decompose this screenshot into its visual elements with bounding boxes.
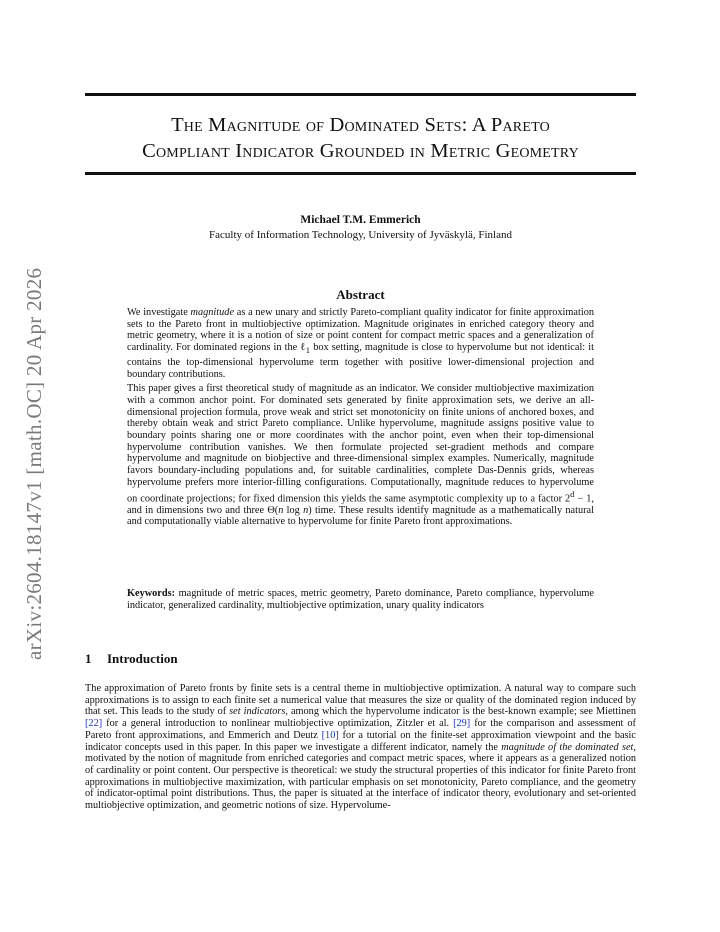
section-heading-introduction xyxy=(85,651,178,667)
author-name: Michael T.M. Emmerich xyxy=(300,214,421,226)
abstract-p2-math-n: n xyxy=(278,504,284,516)
arxiv-identifier-stamp xyxy=(22,240,52,660)
intro-text-5: for the comparison and assessment of Pareto front approximations, and Emmerich and Deutz xyxy=(85,718,636,741)
intro-emphasis-set-indicators: set indicators xyxy=(229,706,286,718)
abstract-p2-math-n2: n xyxy=(303,504,309,516)
section-number: 1 xyxy=(85,651,92,666)
abstract-p2-superscript: d xyxy=(570,488,575,499)
introduction-body xyxy=(85,683,636,812)
abstract-p2-text-e: log xyxy=(283,504,304,516)
intro-text-1: The approximation of Pareto fronts by finite sets is a central theme in multiobjective optimization. A natural way to compare such approximations is to assign to each finite set a numerical value that measures the size or quality of the dominated region induced by that set. This leads to the study of xyxy=(85,683,636,718)
arxiv-identifier-text: arXiv:2604.18147v1 [math.OC] 20 Apr 2026 xyxy=(22,267,46,660)
abstract-p1-text-a: We investigate xyxy=(127,307,191,318)
keywords-text: magnitude of metric spaces, metric geometry, Pareto dominance, Pareto compliance, hypervolume indicator, generalized cardinality, multiobjective optimization, unary quality indicators xyxy=(127,588,594,611)
abstract-p2-text-a: This paper gives a first theoretical study of magnitude as an indicator. We consider multiobjective maximization with a common anchor point. For dominated sets generated by finite approximation sets, we derive an all-dimensional projection formula, prove weak and strict set monotonicity on finite unions of anchored boxes, and thereby obtain weak and strict Pareto compliance. Unlike hypervolume, magnitude assigns positive value to boundary points sharing one or more coordinates with the anchor point, even when their top-dimensional hypervolume contribution vanishes. We then formulate projected set-gradient methods and compare hypervolume and magnitude on biobjective and three-dimensional simplex examples. Numerically, magnitude favors boundary-including populations and, for suitable cardinalities, complete Das-Dennis grids, whereas hypervolume prefers more interior-filling configurations. Computationally, magnitude reduces to hypervolume on coordinate projections; for fixed dimension this yields the same asymptotic complexity up to a factor 2 xyxy=(127,383,594,505)
abstract-heading: Abstract xyxy=(336,287,385,302)
abstract-p1-text-e: box setting, magnitude is close to hypervolume but not identical: it contains the top-dimensional hypervolume term together with positive lower-dimensional projection and boundary contributions. xyxy=(127,342,594,380)
citation-link-22[interactable]: [22] xyxy=(85,718,103,730)
keywords-block xyxy=(127,588,594,611)
intro-text-6: for a tutorial on the finite-set approximation viewpoint and the basic indicator concepts used in this paper. In this paper we investigate a different indicator, namely the xyxy=(85,729,636,753)
section-title: Introduction xyxy=(107,651,178,666)
abstract-p2-text-g: ) time. These results identify magnitude as a mathematically natural and computationally viable alternative to hypervolume for finite Pareto front approximations. xyxy=(127,504,594,528)
title-rule-top xyxy=(85,93,636,96)
intro-text-3: , among which the hypervolume indicator is the best-known example; see Miettinen xyxy=(285,706,636,718)
intro-text-8: , motivated by the notion of magnitude from enriched categories and compact metric spaces, where it appears as a generalized notion of cardinality or point content. Our perspective is theoretical: we study the structural properties of this indicator for finite Pareto front approximations in multiobjective maximization, with particular emphasis on set monotonicity, Pareto compliance, and the geometry of indicator-optimal point distributions. Thus, the paper is situated at the interface of indicator theory, evolutionary and set-oriented multiobjective optimization, and geometric notions of size. Hypervolume- xyxy=(85,741,636,812)
paper-title-line-1: The Magnitude of Dominated Sets: A Pareto xyxy=(171,114,550,136)
keywords-label: Keywords: xyxy=(127,588,176,599)
abstract-paragraph-1 xyxy=(127,307,594,380)
intro-text-4: for a general introduction to nonlinear multiobjective optimization, Zitzler et al. xyxy=(102,718,454,730)
abstract-paragraph-2 xyxy=(127,383,594,528)
paper-title-line-2: Compliant Indicator Grounded in Metric Geometry xyxy=(142,140,579,162)
citation-link-29[interactable]: [29] xyxy=(453,718,471,730)
abstract-body xyxy=(127,307,594,531)
abstract-p1-text-c: as a new unary and strictly Pareto-compliant quality indicator for finite approximation sets to the Pareto front in multiobjective optimization. Magnitude originates in enriched category theory and metric geometry, where it is a notion of size or point content for compact metric spaces and a generalization of cardinality. For dominated regions in the ℓ xyxy=(127,307,594,354)
abstract-p2-text-c: − 1, and in dimensions two and three Θ( xyxy=(127,493,594,516)
title-rule-bottom xyxy=(85,172,636,175)
author-affiliation: Faculty of Information Technology, University of Jyväskylä, Finland xyxy=(209,229,512,241)
intro-emphasis-magnitude: magnitude of the dominated set xyxy=(501,741,634,753)
citation-link-10[interactable]: [10] xyxy=(321,729,339,741)
paper-title xyxy=(85,112,636,164)
abstract-p1-emphasis: magnitude xyxy=(190,307,235,318)
introduction-paragraph xyxy=(85,683,636,812)
abstract-p1-subscript: 1 xyxy=(305,345,311,356)
